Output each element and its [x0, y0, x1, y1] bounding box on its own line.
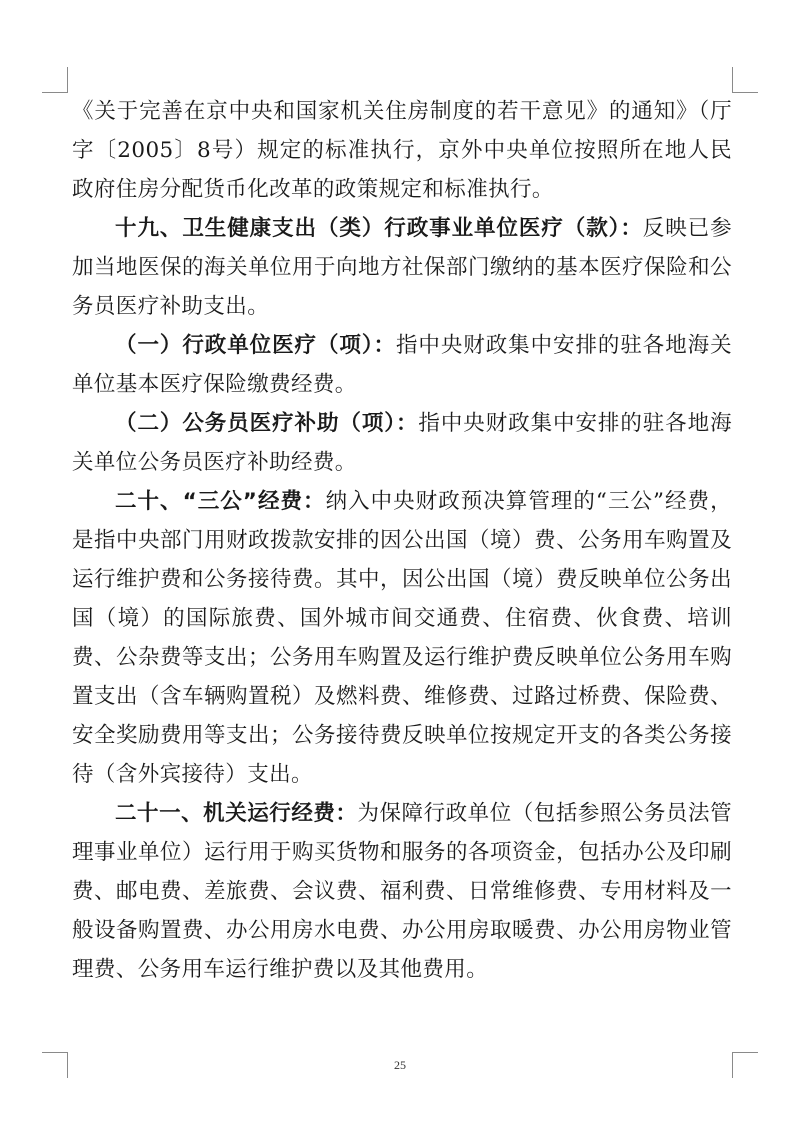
- paragraph-continuation: [72, 92, 732, 209]
- paragraph-body: 纳入中央财政预决算管理的“三公”经费，是指中央部门用财政拨款安排的因公出国（境）费、公务用车购置及运行维护费和公务接待费。其中，因公出国（境）费反映单位公务出国（境）的国际旅费、国外城市间交通费、住宿费、伙食费、培训费、公杂费等支出；公务用车购置及运行维护费反映单位公务用车购置支出（含车辆购置税）及燃料费、维修费、过路过桥费、保险费、安全奖励费用等支出；公务接待费反映单位按规定开支的各类公务接待（含外宾接待）支出。: [72, 489, 732, 787]
- crop-mark-top-right-v: [732, 67, 733, 93]
- section-heading: 二十一、机关运行经费：: [115, 801, 358, 826]
- paragraph-body: 指中央财政集中安排的驻各地海关单位基本医疗保险缴费经费。: [72, 333, 732, 397]
- section-heading: 十九、卫生健康支出（类）行政事业单位医疗（款）：: [115, 216, 643, 241]
- crop-mark-top-left-v: [67, 67, 68, 93]
- crop-mark-top-left-h: [42, 92, 68, 93]
- paragraph-body: 为保障行政单位（包括参照公务员法管理事业单位）运行用于购买货物和服务的各项资金，包括办公及印刷费、邮电费、差旅费、会议费、福利费、日常维修费、专用材料及一般设备购置费、办公用房水电费、办公用房取暖费、办公用房物业管理费、公务用车运行维护费以及其他费用。: [72, 801, 732, 982]
- paragraph-body: 反映已参加当地医保的海关单位用于向地方社保部门缴纳的基本医疗保险和公务员医疗补助支出。: [72, 216, 732, 319]
- crop-mark-bottom-left-h: [42, 1052, 68, 1053]
- section-heading: 二十、“三公”经费：: [115, 489, 326, 514]
- item-heading: （二）公务员医疗补助（项）：: [115, 411, 419, 436]
- paragraph-body: 《关于完善在京中央和国家机关住房制度的若干意见》的通知》（厅字〔2005〕8号）规定的标准执行，京外中央单位按照所在地人民政府住房分配货币化改革的政策规定和标准执行。: [72, 99, 732, 202]
- paragraph-section-20: [72, 482, 732, 794]
- item-heading: （一）行政单位医疗（项）：: [115, 333, 396, 358]
- paragraph-section-21: [72, 794, 732, 989]
- page-number: 25: [394, 1058, 406, 1072]
- paragraph-item-2: [72, 404, 732, 482]
- paragraph-item-1: [72, 326, 732, 404]
- crop-mark-bottom-right-h: [732, 1052, 758, 1053]
- paragraph-body: 指中央财政集中安排的驻各地海关单位公务员医疗补助经费。: [72, 411, 732, 475]
- paragraph-section-19: [72, 209, 732, 326]
- crop-mark-top-right-h: [732, 92, 758, 93]
- document-body: [72, 92, 732, 989]
